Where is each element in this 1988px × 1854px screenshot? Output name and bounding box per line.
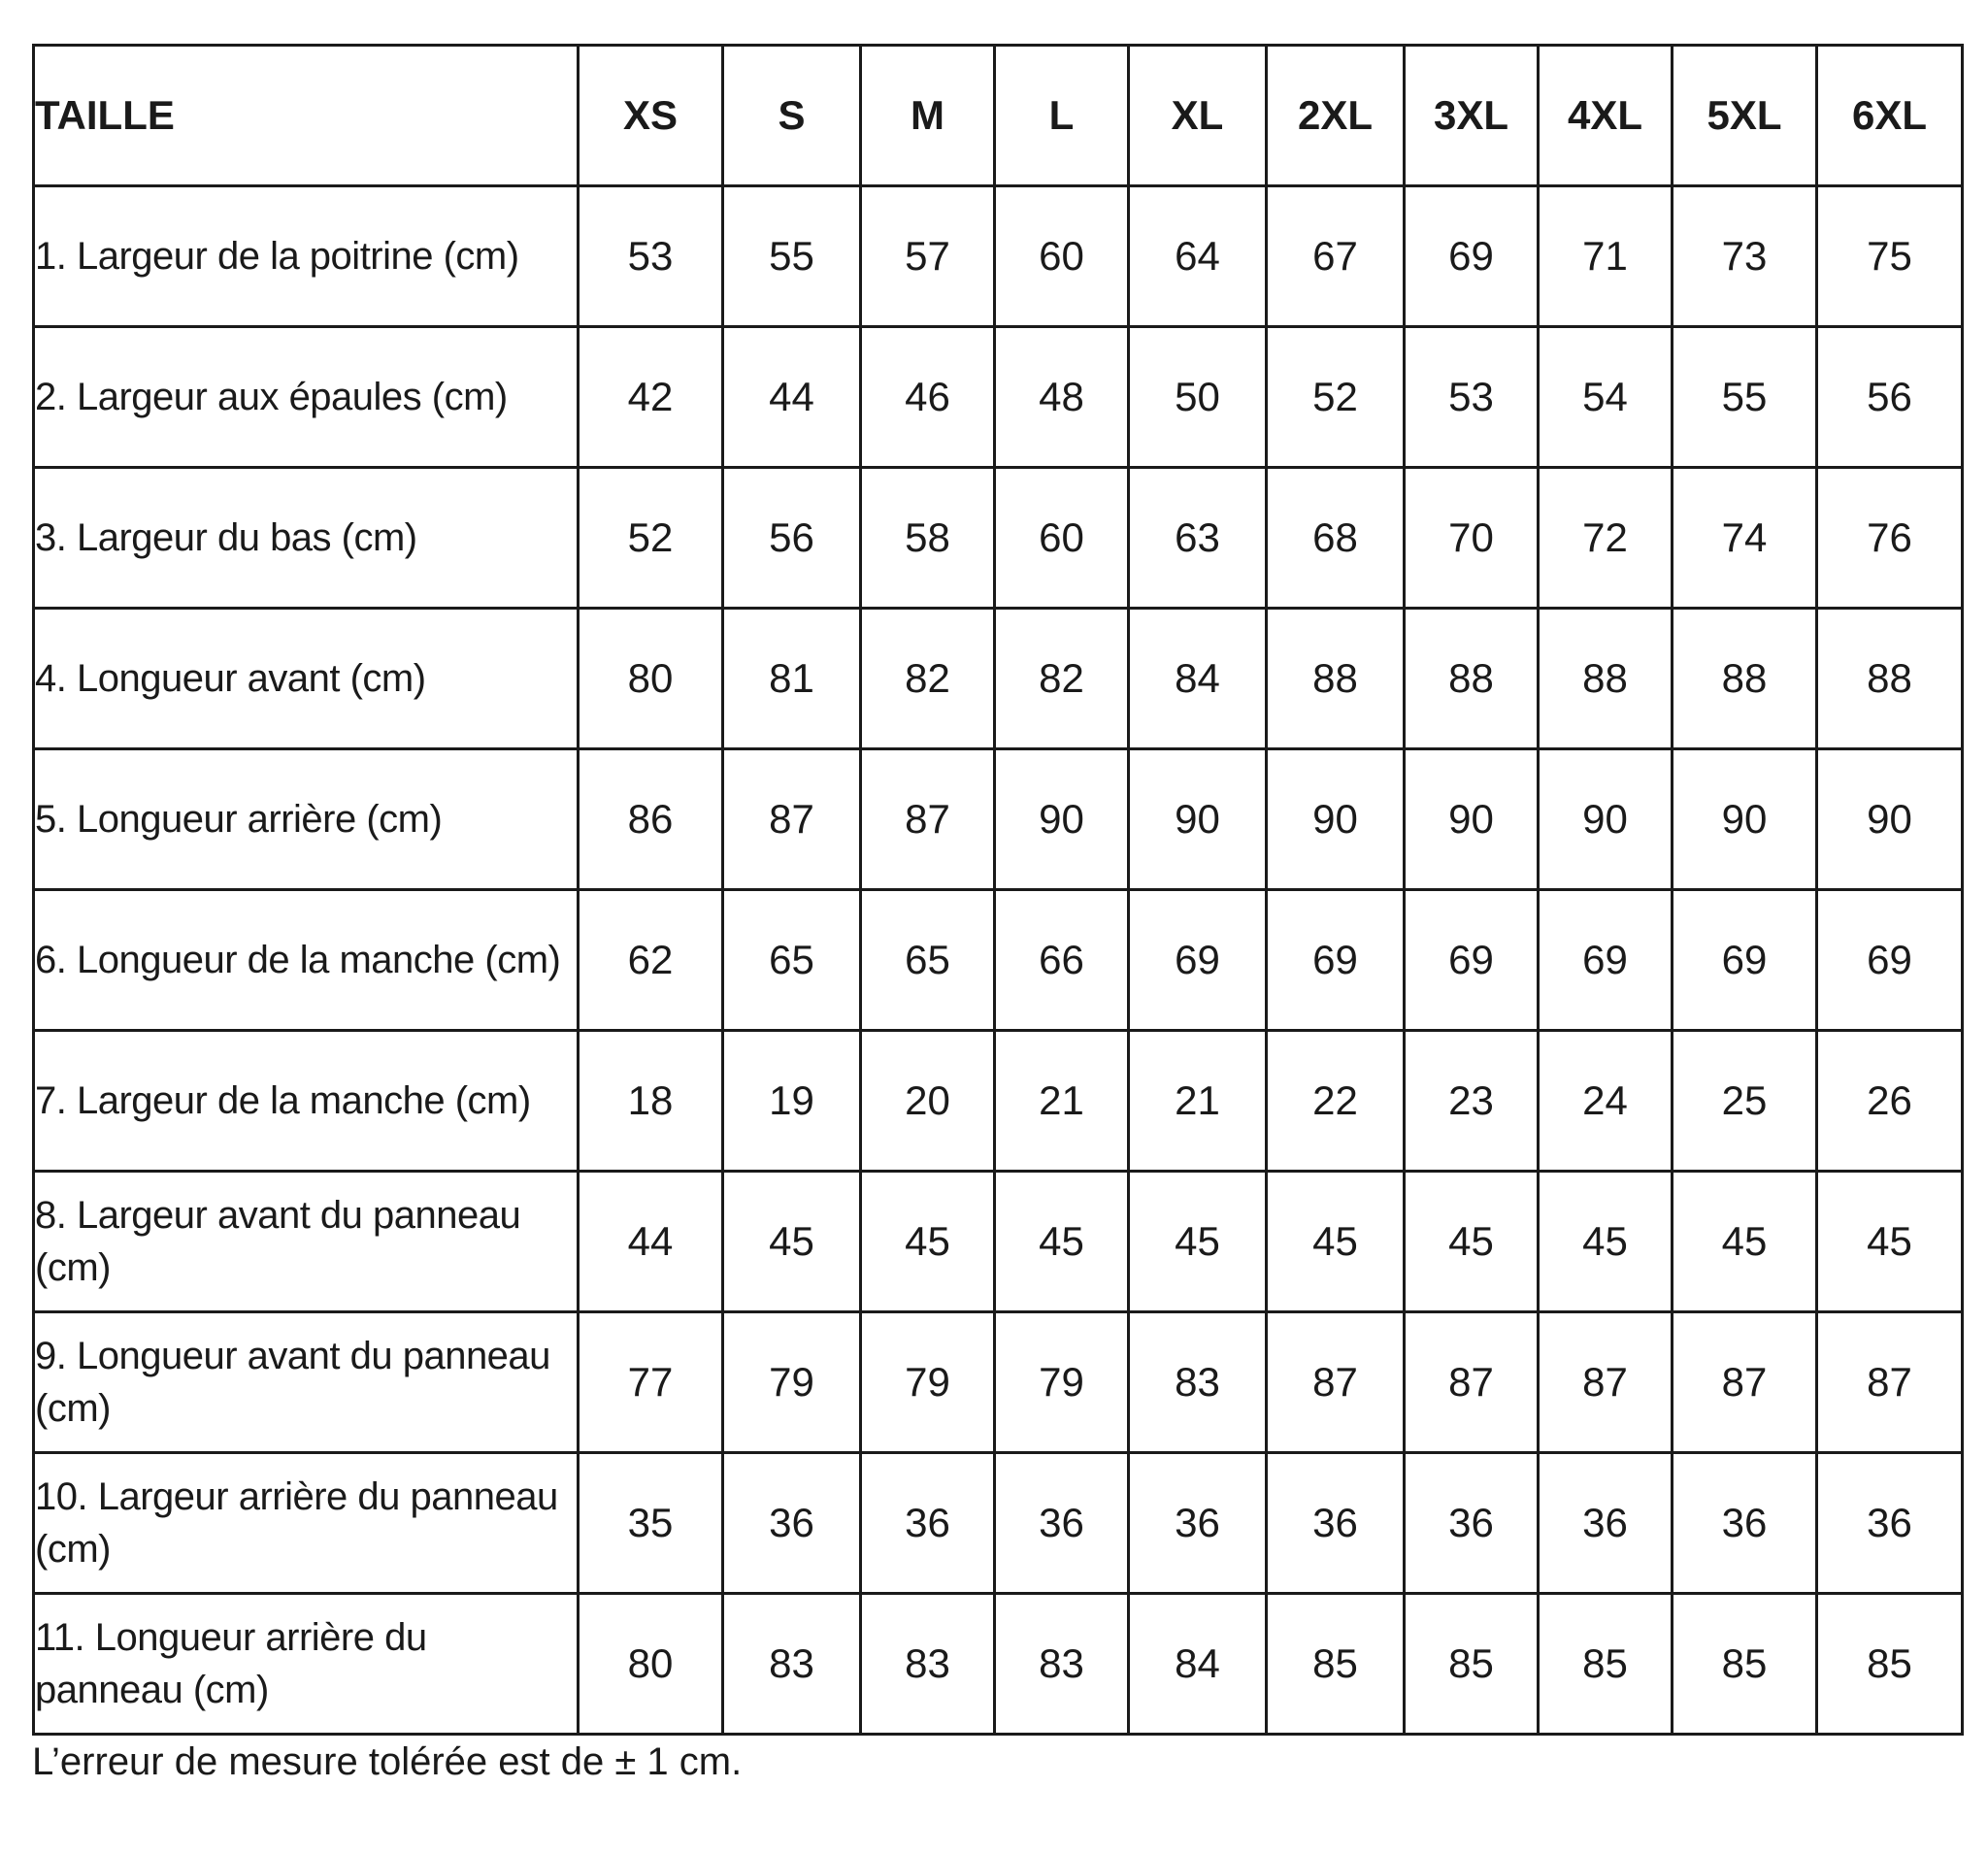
table-body (34, 186, 1963, 1735)
measurement-cell: 35 (579, 1453, 723, 1594)
measurement-cell: 45 (861, 1172, 995, 1312)
measurement-cell: 83 (861, 1594, 995, 1735)
row-label: 4. Longueur avant (cm) (34, 609, 579, 749)
size-header-l: L (995, 46, 1129, 186)
measurement-cell: 45 (1673, 1172, 1817, 1312)
measurement-cell: 69 (1405, 186, 1539, 327)
measurement-cell: 87 (861, 749, 995, 890)
measurement-cell: 36 (861, 1453, 995, 1594)
measurement-cell: 83 (723, 1594, 861, 1735)
measurement-cell: 90 (995, 749, 1129, 890)
measurement-cell: 68 (1267, 468, 1405, 609)
measurement-cell: 58 (861, 468, 995, 609)
measurement-cell: 75 (1817, 186, 1963, 327)
table-row (34, 1172, 1963, 1312)
measurement-cell: 88 (1405, 609, 1539, 749)
measurement-cell: 36 (1539, 1453, 1673, 1594)
tolerance-note: L’erreur de mesure tolérée est de ± 1 cm. (32, 1740, 743, 1783)
measurement-cell: 36 (723, 1453, 861, 1594)
measurement-cell: 88 (1673, 609, 1817, 749)
measurement-cell: 87 (1267, 1312, 1405, 1453)
measurement-cell: 69 (1267, 890, 1405, 1031)
measurement-cell: 82 (861, 609, 995, 749)
measurement-cell: 26 (1817, 1031, 1963, 1172)
row-label: 3. Largeur du bas (cm) (34, 468, 579, 609)
table-row (34, 890, 1963, 1031)
measurement-cell: 45 (1539, 1172, 1673, 1312)
measurement-cell: 77 (579, 1312, 723, 1453)
measurement-cell: 79 (995, 1312, 1129, 1453)
measurement-cell: 88 (1267, 609, 1405, 749)
measurement-cell: 85 (1817, 1594, 1963, 1735)
measurement-cell: 64 (1129, 186, 1267, 327)
measurement-cell: 44 (579, 1172, 723, 1312)
measurement-cell: 60 (995, 186, 1129, 327)
row-label: 10. Largeur arrière du panneau (cm) (34, 1453, 579, 1594)
measurement-cell: 81 (723, 609, 861, 749)
measurement-cell: 54 (1539, 327, 1673, 468)
row-label: 9. Longueur avant du panneau (cm) (34, 1312, 579, 1453)
measurement-cell: 57 (861, 186, 995, 327)
table-row (34, 468, 1963, 609)
measurement-cell: 56 (723, 468, 861, 609)
measurement-cell: 90 (1539, 749, 1673, 890)
measurement-cell: 87 (723, 749, 861, 890)
size-header-xs: XS (579, 46, 723, 186)
measurement-cell: 45 (1267, 1172, 1405, 1312)
measurement-cell: 88 (1539, 609, 1673, 749)
measurement-cell: 45 (723, 1172, 861, 1312)
row-label: 8. Largeur avant du panneau (cm) (34, 1172, 579, 1312)
measurement-cell: 79 (723, 1312, 861, 1453)
table-row (34, 327, 1963, 468)
row-label: 5. Longueur arrière (cm) (34, 749, 579, 890)
row-label: 7. Largeur de la manche (cm) (34, 1031, 579, 1172)
measurement-cell: 66 (995, 890, 1129, 1031)
measurement-cell: 84 (1129, 1594, 1267, 1735)
table-row (34, 1594, 1963, 1735)
table-row (34, 609, 1963, 749)
measurement-cell: 63 (1129, 468, 1267, 609)
measurement-cell: 74 (1673, 468, 1817, 609)
measurement-cell: 50 (1129, 327, 1267, 468)
size-header-6xl: 6XL (1817, 46, 1963, 186)
size-header-xl: XL (1129, 46, 1267, 186)
measurement-cell: 69 (1405, 890, 1539, 1031)
measurement-cell: 36 (1817, 1453, 1963, 1594)
row-label: 2. Largeur aux épaules (cm) (34, 327, 579, 468)
measurement-cell: 90 (1673, 749, 1817, 890)
measurement-cell: 24 (1539, 1031, 1673, 1172)
measurement-cell: 83 (1129, 1312, 1267, 1453)
measurement-cell: 36 (995, 1453, 1129, 1594)
measurement-cell: 87 (1673, 1312, 1817, 1453)
measurement-cell: 23 (1405, 1031, 1539, 1172)
row-label: 1. Largeur de la poitrine (cm) (34, 186, 579, 327)
measurement-cell: 84 (1129, 609, 1267, 749)
measurement-cell: 48 (995, 327, 1129, 468)
measurement-cell: 19 (723, 1031, 861, 1172)
measurement-cell: 60 (995, 468, 1129, 609)
measurement-cell: 55 (723, 186, 861, 327)
measurement-cell: 25 (1673, 1031, 1817, 1172)
size-header-3xl: 3XL (1405, 46, 1539, 186)
measurement-cell: 87 (1539, 1312, 1673, 1453)
size-header-4xl: 4XL (1539, 46, 1673, 186)
measurement-cell: 85 (1673, 1594, 1817, 1735)
header-row (34, 46, 1963, 186)
size-header-s: S (723, 46, 861, 186)
measurement-cell: 71 (1539, 186, 1673, 327)
size-header-m: M (861, 46, 995, 186)
table-row (34, 1453, 1963, 1594)
measurement-cell: 42 (579, 327, 723, 468)
measurement-cell: 82 (995, 609, 1129, 749)
table-row (34, 1312, 1963, 1453)
measurement-cell: 36 (1673, 1453, 1817, 1594)
measurement-cell: 69 (1539, 890, 1673, 1031)
size-header-5xl: 5XL (1673, 46, 1817, 186)
measurement-cell: 69 (1129, 890, 1267, 1031)
measurement-cell: 52 (579, 468, 723, 609)
measurement-cell: 52 (1267, 327, 1405, 468)
measurement-cell: 69 (1817, 890, 1963, 1031)
measurement-cell: 79 (861, 1312, 995, 1453)
measurement-cell: 76 (1817, 468, 1963, 609)
size-header-2xl: 2XL (1267, 46, 1405, 186)
measurement-cell: 85 (1405, 1594, 1539, 1735)
measurement-cell: 46 (861, 327, 995, 468)
measurement-cell: 72 (1539, 468, 1673, 609)
measurement-cell: 88 (1817, 609, 1963, 749)
header-label-cell: TAILLE (34, 46, 579, 186)
measurement-cell: 22 (1267, 1031, 1405, 1172)
measurement-cell: 45 (1817, 1172, 1963, 1312)
measurement-cell: 67 (1267, 186, 1405, 327)
measurement-cell: 73 (1673, 186, 1817, 327)
measurement-cell: 21 (995, 1031, 1129, 1172)
measurement-cell: 55 (1673, 327, 1817, 468)
measurement-cell: 53 (579, 186, 723, 327)
measurement-cell: 36 (1267, 1453, 1405, 1594)
measurement-cell: 36 (1129, 1453, 1267, 1594)
measurement-cell: 70 (1405, 468, 1539, 609)
measurement-cell: 45 (1405, 1172, 1539, 1312)
measurement-cell: 80 (579, 1594, 723, 1735)
measurement-cell: 65 (723, 890, 861, 1031)
measurement-cell: 21 (1129, 1031, 1267, 1172)
measurement-cell: 62 (579, 890, 723, 1031)
measurement-cell: 45 (1129, 1172, 1267, 1312)
measurement-cell: 85 (1267, 1594, 1405, 1735)
measurement-cell: 44 (723, 327, 861, 468)
measurement-cell: 83 (995, 1594, 1129, 1735)
measurement-cell: 90 (1817, 749, 1963, 890)
table-row (34, 749, 1963, 890)
table-row (34, 186, 1963, 327)
measurement-cell: 45 (995, 1172, 1129, 1312)
measurement-cell: 36 (1405, 1453, 1539, 1594)
measurement-cell: 53 (1405, 327, 1539, 468)
size-chart-table (32, 44, 1964, 1736)
measurement-cell: 90 (1129, 749, 1267, 890)
measurement-cell: 20 (861, 1031, 995, 1172)
measurement-cell: 87 (1817, 1312, 1963, 1453)
row-label: 6. Longueur de la manche (cm) (34, 890, 579, 1031)
measurement-cell: 85 (1539, 1594, 1673, 1735)
measurement-cell: 90 (1267, 749, 1405, 890)
table-row (34, 1031, 1963, 1172)
measurement-cell: 86 (579, 749, 723, 890)
row-label: 11. Longueur arrière du panneau (cm) (34, 1594, 579, 1735)
measurement-cell: 69 (1673, 890, 1817, 1031)
measurement-cell: 65 (861, 890, 995, 1031)
measurement-cell: 87 (1405, 1312, 1539, 1453)
measurement-cell: 90 (1405, 749, 1539, 890)
measurement-cell: 18 (579, 1031, 723, 1172)
measurement-cell: 56 (1817, 327, 1963, 468)
measurement-cell: 80 (579, 609, 723, 749)
